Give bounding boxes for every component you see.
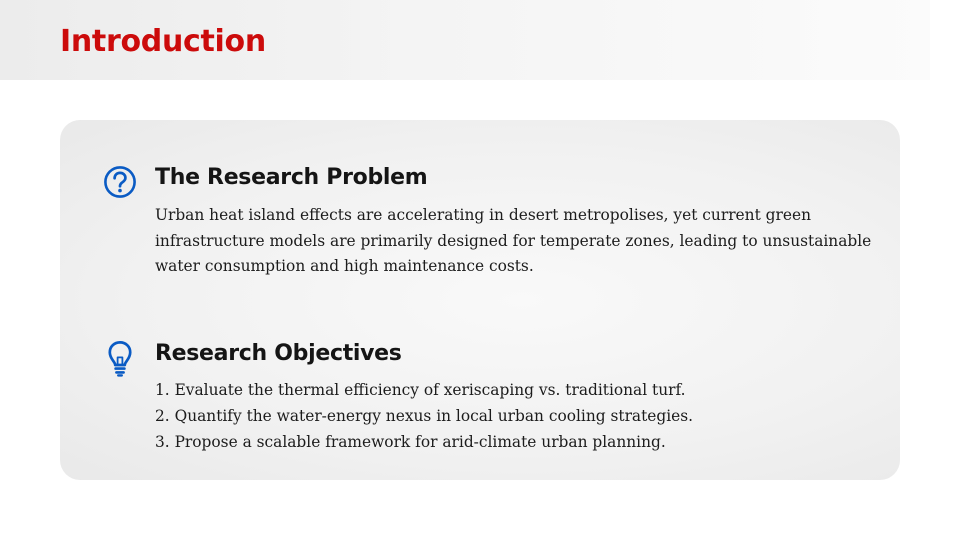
lightbulb-icon [100, 338, 140, 378]
question-circle-icon [100, 162, 140, 202]
objectives-list [155, 377, 875, 455]
research-objectives-heading: Research Objectives [155, 341, 402, 366]
page-title: Introduction [60, 24, 266, 59]
objective-item: 1. Evaluate the thermal efficiency of xeriscaping vs. traditional turf. [155, 381, 686, 399]
research-problem-heading: The Research Problem [155, 165, 428, 190]
objective-item: 3. Propose a scalable framework for arid-climate urban planning. [155, 433, 666, 451]
research-problem-text: Urban heat island effects are accelerating in desert metropolises, yet current green infrastructure models are primarily designed for temperate zones, leading to unsustainable water consumption and high maintenance costs. [155, 206, 872, 276]
content-card [60, 120, 900, 480]
objective-item: 2. Quantify the water-energy nexus in local urban cooling strategies. [155, 407, 694, 425]
